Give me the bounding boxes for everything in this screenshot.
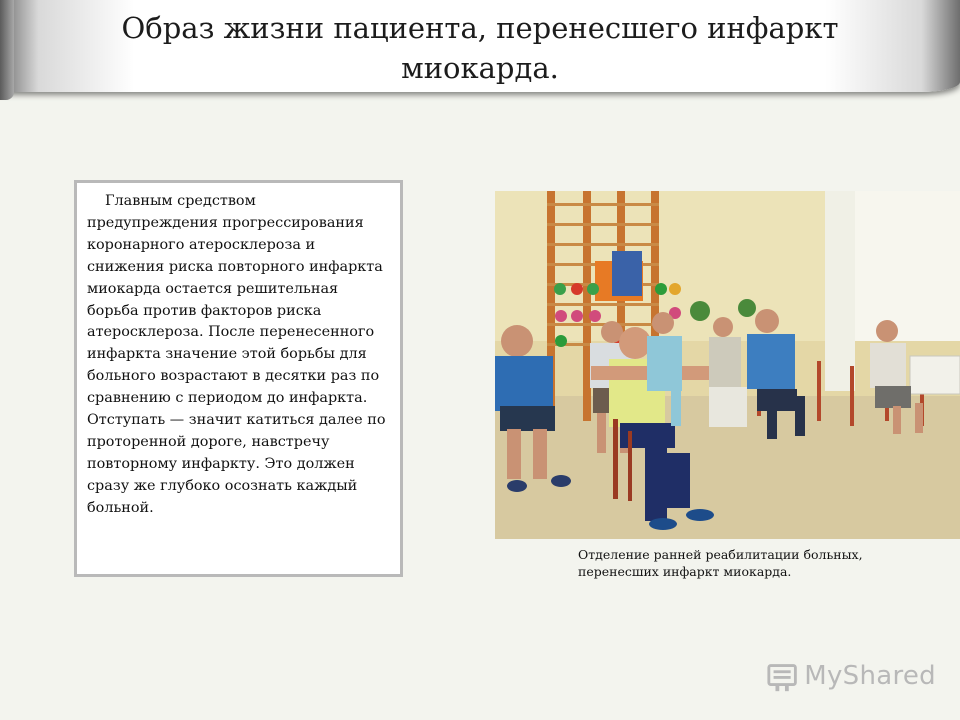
- photo-caption: Отделение ранней реабилитации больных, перенесших инфаркт миокарда.: [578, 547, 863, 579]
- logo-text: MyShared: [804, 661, 936, 691]
- title-banner: [0, 0, 960, 92]
- mypresentation-logo-icon: [766, 659, 798, 693]
- slide-title: Образ жизни пациента, перенесшего инфаркт миокарда.: [121, 11, 839, 85]
- body-text-box: [74, 180, 403, 577]
- rehabilitation-photo: [495, 191, 960, 539]
- body-text: Главным средством предупреждения прогрессирования коронарного атеросклероза и снижения риска повторного инфаркта миокарда остается решительная борьба против факторов риска атеросклероза. После перенесенного инфаркта значение этой борьбы для больного возрастают в десятки раз по сравнению с периодом до инфаркта. Отступать — значит катиться далее по проторенной дороге, навстречу повторному инфаркту. Это должен сразу же глубоко осознать каждый больной.: [87, 193, 386, 516]
- site-logo[interactable]: [766, 656, 936, 696]
- photo-illustration: [495, 191, 960, 539]
